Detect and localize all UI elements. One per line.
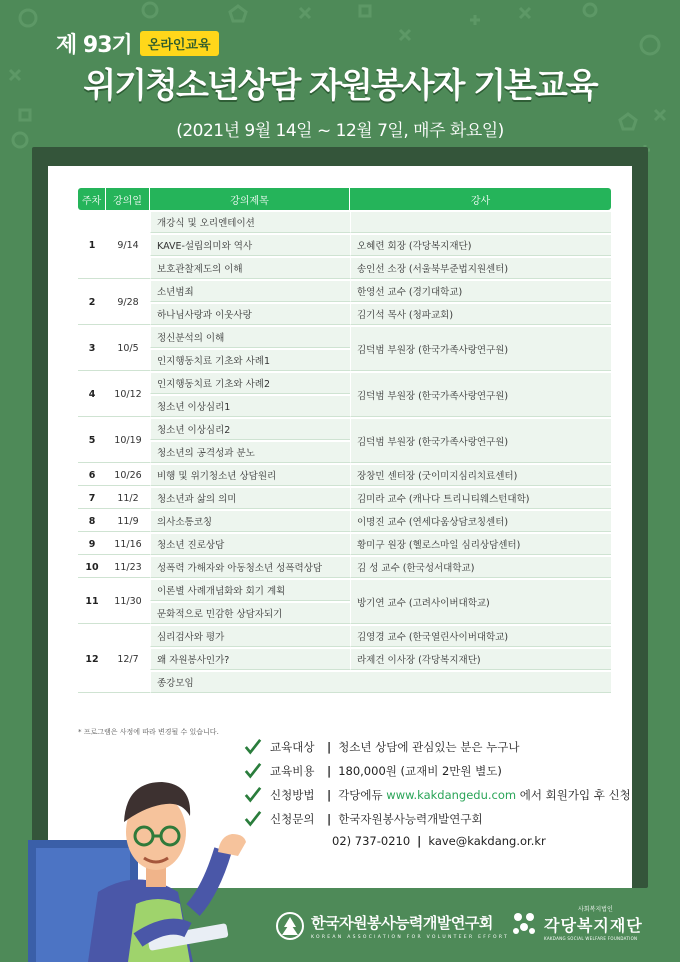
topic-cell: 하나님사랑과 이웃사랑 (150, 304, 350, 325)
lecturer-cell: 장창민 센터장 (굿이미지심리치료센터) (350, 465, 611, 486)
kakdang-logo (508, 904, 643, 941)
topic-cell: 성폭력 가해자와 아동청소년 성폭력상담 (150, 557, 350, 578)
date-cell: 11/2 (106, 488, 150, 509)
info-label: 신청문의 (270, 812, 315, 826)
table-row (78, 373, 611, 394)
topic-cell: 인지행동치료 기초와 사례1 (150, 350, 350, 371)
week-cell: 6 (78, 465, 106, 486)
apply-suffix: 에서 회원가입 후 신청 (519, 788, 631, 802)
lecturer-cell: 김 성 교수 (한국성서대학교) (350, 557, 611, 578)
separator: | (327, 788, 332, 802)
table-row (78, 488, 611, 509)
lecturer-cell: 김덕범 부원장 (한국가족사랑연구원) (350, 327, 611, 371)
table-row (78, 511, 611, 532)
topic-cell: 소년범죄 (150, 281, 350, 302)
info-contact (244, 807, 631, 831)
table-row (78, 534, 611, 555)
topic-cell: 청소년 진로상담 (150, 534, 350, 555)
topic-cell: 종강모임 (150, 672, 611, 693)
kavs-english-name: KOREAN ASSOCIATION FOR VOLUNTEER EFFORT (311, 935, 510, 940)
apply-prefix: 각당에듀 (338, 788, 383, 802)
subtitle: (2021년 9월 14일 ~ 12월 7일, 매주 화요일) (176, 121, 504, 141)
lecturer-cell: 김덕범 부원장 (한국가족사랑연구원) (350, 373, 611, 417)
table-row (78, 580, 611, 601)
table-row (78, 258, 611, 279)
week-cell: 5 (78, 419, 106, 463)
separator: | (327, 740, 332, 754)
schedule-table (78, 186, 611, 695)
week-cell: 9 (78, 534, 106, 555)
table-row (78, 557, 611, 578)
contact-details (244, 831, 631, 851)
online-badge: 온라인교육 (140, 31, 219, 56)
topic-cell: 의사소통코칭 (150, 511, 350, 532)
topic-cell: 청소년의 공격성과 분노 (150, 442, 350, 463)
info-label: 교육대상 (270, 740, 315, 754)
lecturer-cell: 라제건 이사장 (각당복지재단) (350, 649, 611, 670)
topic-cell: 보호관찰제도의 이해 (150, 258, 350, 279)
column-header: 강의제목 (150, 188, 350, 210)
edition-label: 제 93기 (56, 33, 132, 58)
table-row (78, 212, 611, 233)
table-row (78, 626, 611, 647)
kakdang-english-name: KAKDANG SOCIAL WELFARE FOUNDATION (544, 936, 638, 941)
week-cell: 10 (78, 557, 106, 578)
topic-cell: 이론별 사례개념화와 회기 계획 (150, 580, 350, 601)
contact-org: 한국자원봉사능력개발연구회 (338, 812, 483, 826)
separator: | (417, 834, 422, 848)
table-row (78, 281, 611, 302)
week-cell: 3 (78, 327, 106, 371)
apply-link[interactable]: www.kakdangedu.com (386, 788, 517, 802)
schedule-body (78, 212, 611, 693)
date-cell: 11/16 (106, 534, 150, 555)
table-row (78, 419, 611, 440)
topic-cell: 왜 자원봉사인가? (150, 649, 350, 670)
kakdang-type: 사회복지법인 (578, 906, 613, 913)
info-value: 180,000원 (교재비 2만원 별도) (338, 764, 502, 778)
lecturer-cell: 황미구 원장 (헬로스마일 심리상담센터) (350, 534, 611, 555)
contact-phone: 02) 737-0210 (332, 834, 411, 848)
week-cell: 4 (78, 373, 106, 417)
date-cell: 11/30 (106, 580, 150, 624)
table-row (78, 649, 611, 670)
kavs-emblem-icon (275, 911, 305, 941)
lecturer-cell: 김미라 교수 (캐나다 트리니티웨스턴대학) (350, 488, 611, 509)
topic-cell: 개강식 및 오리엔테이션 (150, 212, 350, 233)
info-fee (244, 759, 631, 783)
kavs-name: 한국자원봉사능력개발연구회 (311, 914, 493, 932)
table-row (78, 327, 611, 348)
lecturer-cell: 오혜련 회장 (각당복지재단) (350, 235, 611, 256)
table-row (78, 465, 611, 486)
kavs-logo (275, 911, 509, 941)
info-label: 교육비용 (270, 764, 315, 778)
table-header-row (78, 188, 611, 210)
lecturer-cell: 방기연 교수 (고려사이버대학교) (350, 580, 611, 624)
date-cell: 9/14 (106, 212, 150, 279)
lecturer-cell: 김덕범 부원장 (한국가족사랑연구원) (350, 419, 611, 463)
info-target (244, 735, 631, 759)
lecturer-cell: 김기석 목사 (청파교회) (350, 304, 611, 325)
kakdang-emblem-icon (508, 907, 540, 939)
lecturer-cell: 한영선 교수 (경기대학교) (350, 281, 611, 302)
info-value: 청소년 상담에 관심있는 분은 누구나 (338, 740, 520, 754)
topic-cell: KAVE-설립의미와 역사 (150, 235, 350, 256)
topic-cell: 청소년 이상심리2 (150, 419, 350, 440)
lecturer-cell: 이명진 교수 (연세다움상담코칭센터) (350, 511, 611, 532)
topic-cell: 비행 및 위기청소년 상담원리 (150, 465, 350, 486)
topic-cell: 정신분석의 이해 (150, 327, 350, 348)
contact-email[interactable]: kave@kakdang.or.kr (428, 834, 546, 848)
topic-cell: 인지행동치료 기초와 사례2 (150, 373, 350, 394)
check-icon (244, 738, 262, 756)
separator: | (327, 812, 332, 826)
table-row (78, 235, 611, 256)
date-cell: 10/26 (106, 465, 150, 486)
lecturer-cell: 김영경 교수 (한국열린사이버대학교) (350, 626, 611, 647)
main-title: 위기청소년상담 자원봉사자 기본교육 (83, 66, 597, 106)
date-cell: 12/7 (106, 626, 150, 693)
topic-cell: 청소년과 삶의 의미 (150, 488, 350, 509)
topic-cell: 문화적으로 민감한 상담자되기 (150, 603, 350, 624)
separator: | (327, 764, 332, 778)
week-cell: 11 (78, 580, 106, 624)
week-cell: 12 (78, 626, 106, 693)
table-row (78, 672, 611, 693)
table-row (78, 304, 611, 325)
week-cell: 1 (78, 212, 106, 279)
edition-row (56, 28, 219, 59)
date-cell: 10/12 (106, 373, 150, 417)
topic-cell: 청소년 이상심리1 (150, 396, 350, 417)
table-note: * 프로그램은 사정에 따라 변경될 수 있습니다. (78, 728, 219, 736)
info-section (244, 735, 631, 851)
date-cell: 10/5 (106, 327, 150, 371)
kakdang-name: 각당복지재단 (544, 916, 643, 935)
date-cell: 11/23 (106, 557, 150, 578)
date-cell: 11/9 (106, 511, 150, 532)
info-label: 신청방법 (270, 788, 315, 802)
date-cell: 10/19 (106, 419, 150, 463)
info-apply (244, 783, 631, 807)
week-cell: 2 (78, 281, 106, 325)
column-header: 강의일 (106, 188, 150, 210)
lecturer-cell (350, 212, 611, 233)
lecturer-cell: 송인선 소장 (서울북부준법지원센터) (350, 258, 611, 279)
column-header: 주차 (78, 188, 106, 210)
date-cell: 9/28 (106, 281, 150, 325)
topic-cell: 심리검사와 평가 (150, 626, 350, 647)
column-header: 강사 (350, 188, 611, 210)
week-cell: 8 (78, 511, 106, 532)
week-cell: 7 (78, 488, 106, 509)
